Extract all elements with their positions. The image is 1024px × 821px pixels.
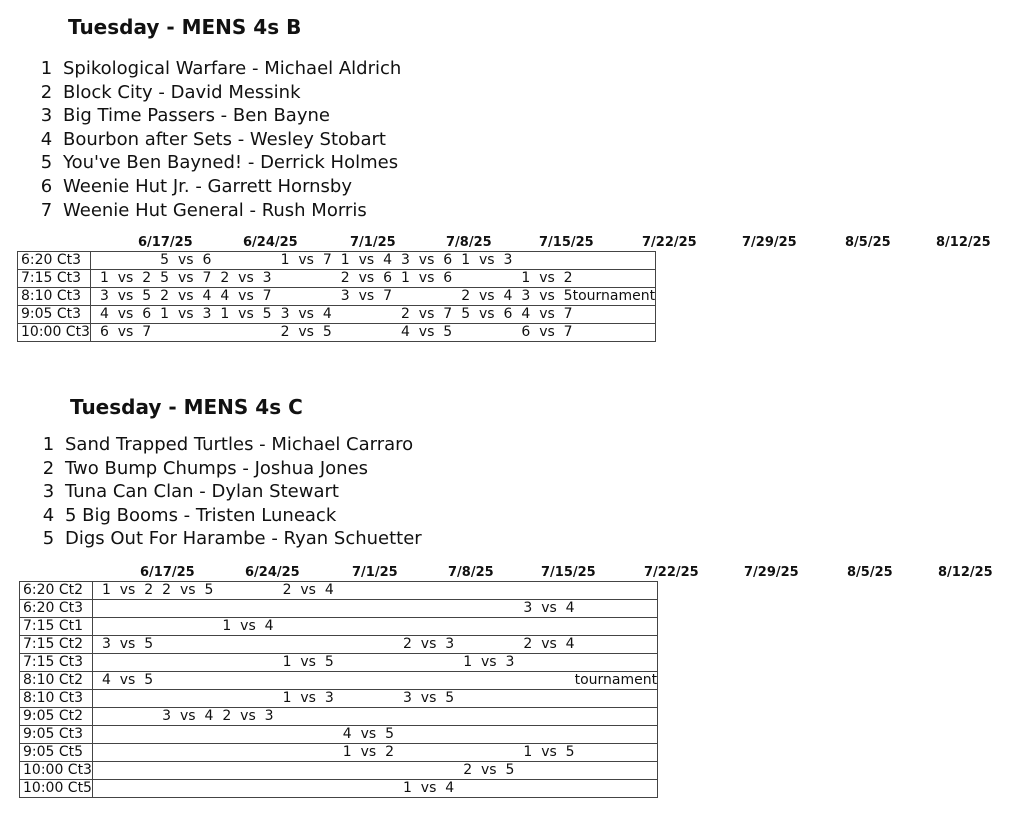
match-cell: 2 vs 7 — [392, 306, 452, 324]
date-header: 7/8/25 — [446, 235, 492, 250]
team-name: Tuna Can Clan - Dylan Stewart — [65, 481, 339, 503]
match-cell — [512, 252, 572, 270]
team-number: 3 — [40, 105, 53, 127]
match-cell — [213, 654, 273, 672]
team-number: 3 — [42, 481, 55, 503]
match-cell: 1 vs 3 — [151, 306, 211, 324]
date-header: 7/22/25 — [642, 235, 697, 250]
match-cell — [573, 252, 656, 270]
match-cell: 1 vs 3 — [452, 252, 512, 270]
date-header: 7/1/25 — [350, 235, 396, 250]
match-cell — [514, 654, 574, 672]
match-cell — [92, 762, 153, 780]
team-list — [36, 433, 422, 551]
time-slot: 9:05 Ct2 — [20, 708, 93, 726]
date-header: 8/12/25 — [938, 565, 993, 580]
match-cell — [454, 582, 514, 600]
team-item — [36, 457, 422, 481]
team-name: 5 Big Booms - Tristen Luneack — [65, 504, 337, 526]
team-item — [34, 128, 401, 152]
date-header: 8/5/25 — [847, 565, 893, 580]
team-name: Bourbon after Sets - Wesley Stobart — [63, 128, 386, 150]
time-slot: 7:15 Ct2 — [20, 636, 93, 654]
team-name: Big Time Passers - Ben Bayne — [63, 105, 330, 127]
time-slot: 6:20 Ct3 — [20, 600, 93, 618]
match-cell — [392, 288, 452, 306]
match-cell — [454, 780, 514, 798]
time-slot: 6:20 Ct2 — [20, 582, 93, 600]
table-row — [18, 288, 656, 306]
team-name: Two Bump Chumps - Joshua Jones — [65, 457, 369, 479]
schedule-table — [17, 251, 656, 342]
match-cell: 1 vs 2 — [90, 270, 151, 288]
match-cell: 1 vs 4 — [332, 252, 392, 270]
match-cell: 2 vs 4 — [274, 582, 334, 600]
match-cell — [274, 780, 334, 798]
match-cell — [334, 672, 394, 690]
match-cell — [575, 708, 658, 726]
match-cell: 2 vs 5 — [454, 762, 514, 780]
date-header: 7/1/25 — [352, 565, 398, 580]
match-cell — [92, 654, 153, 672]
match-cell — [334, 600, 394, 618]
match-cell — [575, 726, 658, 744]
match-cell — [153, 636, 213, 654]
table-row — [20, 582, 658, 600]
match-cell — [394, 672, 454, 690]
team-number: 6 — [40, 175, 53, 197]
match-cell: 1 vs 3 — [274, 690, 334, 708]
team-number: 1 — [40, 58, 53, 79]
team-number: 2 — [42, 457, 55, 479]
match-cell — [213, 780, 273, 798]
match-cell: 1 vs 5 — [211, 306, 271, 324]
match-cell: 1 vs 2 — [334, 744, 394, 762]
match-cell — [394, 582, 454, 600]
match-cell — [575, 582, 658, 600]
match-cell — [334, 762, 394, 780]
match-cell — [92, 708, 153, 726]
team-item — [36, 527, 422, 551]
match-cell — [514, 708, 574, 726]
match-cell: 2 vs 4 — [452, 288, 512, 306]
match-cell — [153, 690, 213, 708]
match-cell — [514, 762, 574, 780]
match-cell — [394, 600, 454, 618]
table-row — [20, 762, 658, 780]
table-row — [20, 672, 658, 690]
team-name: Weenie Hut Jr. - Garrett Hornsby — [63, 175, 353, 197]
match-cell — [454, 726, 514, 744]
match-cell — [452, 270, 512, 288]
time-slot: 9:05 Ct3 — [20, 726, 93, 744]
team-item — [36, 504, 422, 528]
match-cell: 4 vs 5 — [92, 672, 153, 690]
match-cell: 2 vs 6 — [332, 270, 392, 288]
match-cell — [454, 672, 514, 690]
team-item — [34, 175, 401, 199]
match-cell: 4 vs 7 — [211, 288, 271, 306]
match-cell — [274, 636, 334, 654]
match-cell: 2 vs 4 — [151, 288, 211, 306]
team-number: 1 — [42, 434, 55, 455]
match-cell — [514, 780, 574, 798]
match-cell: 3 vs 5 — [512, 288, 572, 306]
team-number: 5 — [42, 528, 55, 550]
team-number: 2 — [40, 81, 53, 103]
team-item — [34, 199, 401, 223]
match-cell — [272, 288, 332, 306]
match-cell — [153, 726, 213, 744]
match-cell — [332, 306, 392, 324]
match-cell — [151, 324, 211, 342]
match-cell: tournament — [572, 288, 656, 304]
match-cell — [454, 636, 514, 654]
team-list — [34, 57, 401, 222]
time-slot: 9:05 Ct3 — [18, 306, 91, 324]
match-cell — [90, 252, 151, 270]
match-cell: 5 vs 6 — [151, 252, 211, 270]
section-title: Tuesday - MENS 4s C — [70, 395, 303, 419]
date-header: 7/29/25 — [742, 235, 797, 250]
team-name: Spikological Warfare - Michael Aldrich — [63, 58, 402, 79]
match-cell — [274, 726, 334, 744]
team-item — [36, 480, 422, 504]
match-cell: 4 vs 5 — [392, 324, 452, 342]
match-cell: 2 vs 5 — [153, 582, 213, 600]
table-row — [20, 744, 658, 762]
match-cell — [514, 618, 574, 636]
match-cell — [211, 324, 271, 342]
team-name: Digs Out For Harambe - Ryan Schuetter — [65, 528, 422, 550]
team-item — [34, 104, 401, 128]
match-cell — [272, 270, 332, 288]
match-cell: 1 vs 5 — [274, 654, 334, 672]
date-header: 7/8/25 — [448, 565, 494, 580]
match-cell: 2 vs 4 — [514, 636, 574, 654]
match-cell — [213, 690, 273, 708]
date-header: 8/5/25 — [845, 235, 891, 250]
match-cell — [334, 654, 394, 672]
match-cell — [394, 762, 454, 780]
match-cell — [575, 762, 658, 780]
time-slot: 10:00 Ct3 — [18, 324, 91, 342]
match-cell — [394, 618, 454, 636]
match-cell — [213, 636, 273, 654]
match-cell: 1 vs 6 — [392, 270, 452, 288]
match-cell: 1 vs 7 — [272, 252, 332, 270]
match-cell: 6 vs 7 — [512, 324, 572, 342]
team-number: 5 — [40, 152, 53, 174]
match-cell — [334, 636, 394, 654]
team-name: Weenie Hut General - Rush Morris — [63, 199, 367, 221]
table-row — [20, 708, 658, 726]
match-cell — [332, 324, 392, 342]
match-cell: 3 vs 6 — [392, 252, 452, 270]
match-cell — [334, 618, 394, 636]
time-slot: 10:00 Ct5 — [20, 780, 93, 798]
table-row — [18, 324, 656, 342]
match-cell — [153, 672, 213, 690]
match-cell — [92, 780, 153, 798]
match-cell — [454, 744, 514, 762]
match-cell: 2 vs 3 — [211, 270, 271, 288]
date-header: 7/15/25 — [541, 565, 596, 580]
team-number: 7 — [40, 199, 53, 221]
match-cell: 4 vs 6 — [90, 306, 151, 324]
match-cell — [575, 636, 658, 654]
team-number: 4 — [42, 504, 55, 526]
match-cell — [92, 600, 153, 618]
date-header: 7/22/25 — [644, 565, 699, 580]
match-cell — [274, 672, 334, 690]
team-item — [36, 433, 422, 457]
match-cell — [575, 600, 658, 618]
team-name: Sand Trapped Turtles - Michael Carraro — [65, 434, 414, 455]
match-cell — [575, 690, 658, 708]
date-header: 7/29/25 — [744, 565, 799, 580]
match-cell — [514, 726, 574, 744]
date-header: 6/24/25 — [245, 565, 300, 580]
match-cell — [394, 726, 454, 744]
match-cell: 3 vs 4 — [272, 306, 332, 324]
match-cell — [452, 324, 512, 342]
table-row — [20, 690, 658, 708]
match-cell: 1 vs 5 — [514, 744, 574, 762]
match-cell: 6 vs 7 — [90, 324, 151, 342]
date-header: 6/17/25 — [140, 565, 195, 580]
match-cell: 5 vs 7 — [151, 270, 211, 288]
table-row — [20, 726, 658, 744]
match-cell: 2 vs 3 — [394, 636, 454, 654]
match-cell — [153, 618, 213, 636]
match-cell — [514, 582, 574, 600]
match-cell — [334, 780, 394, 798]
team-item — [34, 57, 401, 81]
match-cell — [454, 600, 514, 618]
match-cell: 3 vs 7 — [332, 288, 392, 306]
section-title: Tuesday - MENS 4s B — [68, 15, 302, 39]
match-cell: 2 vs 5 — [272, 324, 332, 342]
match-cell — [153, 780, 213, 798]
table-row — [20, 780, 658, 798]
time-slot: 9:05 Ct5 — [20, 744, 93, 762]
match-cell: 5 vs 6 — [452, 306, 512, 324]
table-row — [20, 600, 658, 618]
match-cell — [213, 582, 273, 600]
match-cell — [394, 708, 454, 726]
table-row — [20, 618, 658, 636]
team-item — [34, 151, 401, 175]
match-cell: 3 vs 5 — [394, 690, 454, 708]
match-cell — [573, 306, 656, 324]
time-slot: 8:10 Ct3 — [20, 690, 93, 708]
team-number: 4 — [40, 128, 53, 150]
match-cell: 4 vs 5 — [334, 726, 394, 744]
match-cell — [274, 618, 334, 636]
match-cell — [394, 654, 454, 672]
match-cell — [514, 690, 574, 708]
match-cell — [92, 618, 153, 636]
match-cell — [92, 726, 153, 744]
match-cell — [213, 672, 273, 690]
date-header: 8/12/25 — [936, 235, 991, 250]
match-cell — [213, 744, 273, 762]
match-cell — [213, 762, 273, 780]
match-cell — [514, 672, 574, 690]
match-cell: 2 vs 3 — [213, 708, 273, 726]
team-name: You've Ben Bayned! - Derrick Holmes — [63, 152, 399, 174]
match-cell — [153, 744, 213, 762]
match-cell — [274, 762, 334, 780]
match-cell — [394, 744, 454, 762]
match-cell — [92, 690, 153, 708]
match-cell: 3 vs 5 — [90, 288, 151, 306]
match-cell — [454, 708, 514, 726]
match-cell — [575, 654, 658, 672]
date-header: 6/17/25 — [138, 235, 193, 250]
match-cell — [454, 618, 514, 636]
time-slot: 7:15 Ct1 — [20, 618, 93, 636]
match-cell — [274, 744, 334, 762]
match-cell — [575, 744, 658, 762]
team-item — [34, 81, 401, 105]
match-cell — [573, 324, 656, 342]
time-slot: 7:15 Ct3 — [20, 654, 93, 672]
team-name: Block City - David Messink — [63, 81, 301, 103]
match-cell — [575, 780, 658, 798]
match-cell: 1 vs 3 — [454, 654, 514, 672]
date-header: 7/15/25 — [539, 235, 594, 250]
match-cell — [92, 744, 153, 762]
time-slot: 7:15 Ct3 — [18, 270, 91, 288]
time-slot: 8:10 Ct3 — [18, 288, 91, 306]
match-cell: 3 vs 4 — [514, 600, 574, 618]
table-row — [20, 654, 658, 672]
match-cell — [334, 708, 394, 726]
match-cell: tournament — [574, 672, 658, 688]
match-cell — [334, 582, 394, 600]
table-row — [20, 636, 658, 654]
table-row — [18, 270, 656, 288]
date-header: 6/24/25 — [243, 235, 298, 250]
match-cell — [213, 726, 273, 744]
match-cell — [454, 690, 514, 708]
match-cell: 3 vs 5 — [92, 636, 153, 654]
match-cell — [153, 762, 213, 780]
match-cell: 4 vs 7 — [512, 306, 572, 324]
table-row — [18, 306, 656, 324]
time-slot: 10:00 Ct3 — [20, 762, 93, 780]
match-cell: 1 vs 2 — [92, 582, 153, 600]
time-slot: 8:10 Ct2 — [20, 672, 93, 690]
time-slot: 6:20 Ct3 — [18, 252, 91, 270]
schedule-table — [19, 581, 658, 798]
match-cell — [153, 654, 213, 672]
match-cell — [153, 600, 213, 618]
match-cell — [575, 618, 658, 636]
match-cell — [573, 270, 656, 288]
match-cell: 1 vs 2 — [512, 270, 572, 288]
match-cell — [334, 690, 394, 708]
match-cell — [211, 252, 271, 270]
table-row — [18, 252, 656, 270]
match-cell: 1 vs 4 — [213, 618, 273, 636]
match-cell: 1 vs 4 — [394, 780, 454, 798]
match-cell — [213, 600, 273, 618]
match-cell: 3 vs 4 — [153, 708, 213, 726]
match-cell — [274, 600, 334, 618]
match-cell — [274, 708, 334, 726]
